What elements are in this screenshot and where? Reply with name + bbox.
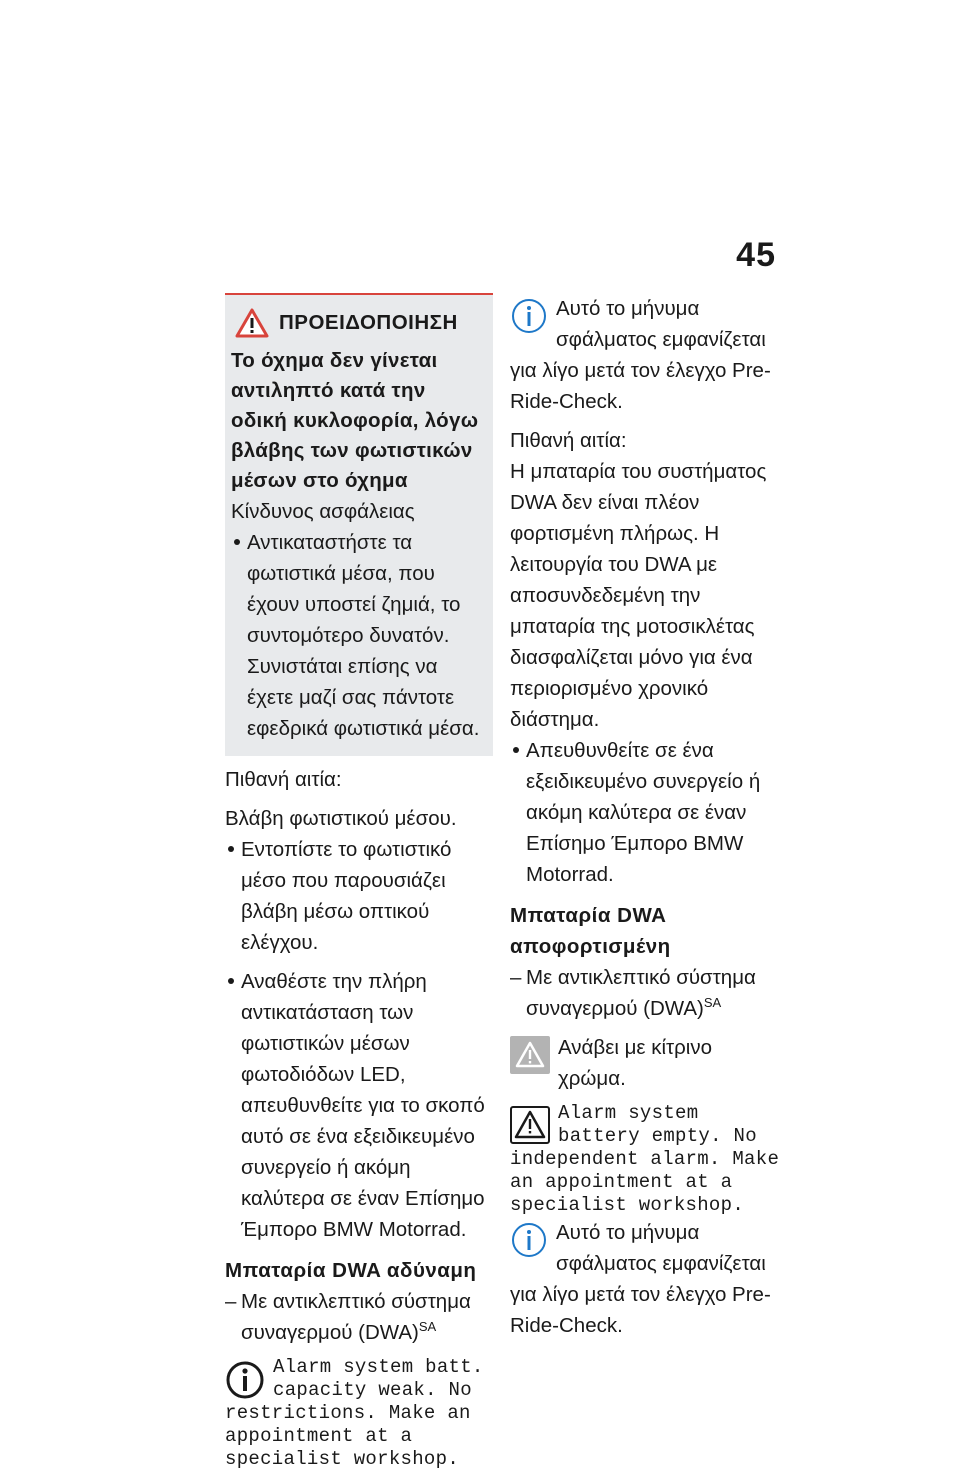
equipment-note-text: Με αντικλεπτικό σύστημα συναγερμού (DWA) — [241, 1290, 471, 1344]
cause-text: Η μπαταρία του συστήματος DWA δεν είναι πλέον φορτισμένη πλήρως. Η λειτουργία του DWA με αποσυνδεδεμένη την μπαταρία της μοτοσικλέτας διασφαλίζεται μόνο για ένα περιορισμένο χρονικό διάστημα. — [510, 460, 767, 731]
warning-header — [235, 307, 485, 338]
info-note-block — [510, 1217, 782, 1341]
list-item: Απευθυνθείτε σε ένα εξειδικευμένο συνεργείο ή ακόμη καλύτερα σε έναν Επίσημο Έμπορο BMW Motorrad. — [510, 735, 782, 890]
warning-message-block — [510, 1102, 782, 1217]
page-number: 45 — [736, 236, 776, 274]
warning-triangle-icon — [235, 308, 269, 338]
warning-triangle-outline-icon — [510, 1106, 550, 1144]
right-column — [510, 293, 782, 1341]
warning-heading: Το όχημα δεν γίνεται αντιληπτό κατά την οδική κυκλοφορία, λόγω βλάβης των φωτιστικών μέσων στο όχημα — [231, 349, 479, 492]
info-message-text: Alarm system batt. capacity weak. No restrictions. Make an appointment at a specialist workshop. — [225, 1356, 484, 1470]
warning-box — [225, 293, 493, 756]
warning-hazard: Κίνδυνος ασφάλειας — [231, 500, 415, 523]
equipment-note-text: Με αντικλεπτικό σύστημα συναγερμού (DWA) — [526, 966, 756, 1020]
warning-message-text: Alarm system battery empty. No independent alarm. Make an appointment at a specialist workshop. — [510, 1102, 780, 1216]
info-note-icon — [510, 1221, 548, 1259]
equipment-note — [510, 962, 782, 1024]
equipment-sup: SA — [418, 1319, 437, 1334]
general-warning-light-icon — [510, 1036, 550, 1074]
info-message-block — [225, 1356, 493, 1471]
info-note-icon — [510, 297, 548, 335]
info-note-block — [510, 293, 782, 417]
cause-label: Πιθανή αιτία: — [510, 429, 627, 452]
left-column — [225, 293, 493, 1471]
warning-label: ΠΡΟΕΙΔΟΠΟΙΗΣΗ — [279, 311, 458, 334]
info-icon — [225, 1360, 265, 1400]
warning-bullet: Αντικαταστήστε τα φωτιστικά μέσα, που έχουν υποστεί ζημιά, το συντομότερο δυνατόν. Συνιστάται επίσης να έχετε μαζί σας πάντοτε εφεδρικά φωτιστικά μέσα. — [231, 527, 485, 744]
equipment-note — [225, 1286, 493, 1348]
info-note-text: Αυτό το μήνυμα σφάλματος εμφανίζεται για λίγο μετά τον έλεγχο Pre-Ride-Check. — [510, 1221, 771, 1337]
indicator-light-block — [510, 1032, 782, 1094]
section-heading-dwa-empty: Μπαταρία DWA αποφορτισμένη — [510, 904, 671, 958]
equipment-sup: SA — [703, 995, 722, 1010]
info-note-text: Αυτό το μήνυμα σφάλματος εμφανίζεται για λίγο μετά τον έλεγχο Pre-Ride-Check. — [510, 297, 771, 413]
list-item: Εντοπίστε το φωτιστικό μέσο που παρουσιάζει βλάβη μέσω οπτικού ελέγχου. — [225, 834, 493, 958]
indicator-light-text: Ανάβει με κίτρινο χρώμα. — [558, 1036, 713, 1090]
cause-label: Πιθανή αιτία: — [225, 768, 342, 791]
list-item: Αναθέστε την πλήρη αντικατάσταση των φωτιστικών μέσων φωτοδιόδων LED, απευθυνθείτε για το σκοπό αυτό σε ένα εξειδικευμένο συνεργείο ή ακόμη καλύτερα σε έναν Επίσημο Έμπορο BMW Motorrad. — [225, 966, 493, 1245]
cause-text: Βλάβη φωτιστικού μέσου. — [225, 807, 457, 830]
section-heading-dwa-weak: Μπαταρία DWA αδύναμη — [225, 1259, 477, 1282]
